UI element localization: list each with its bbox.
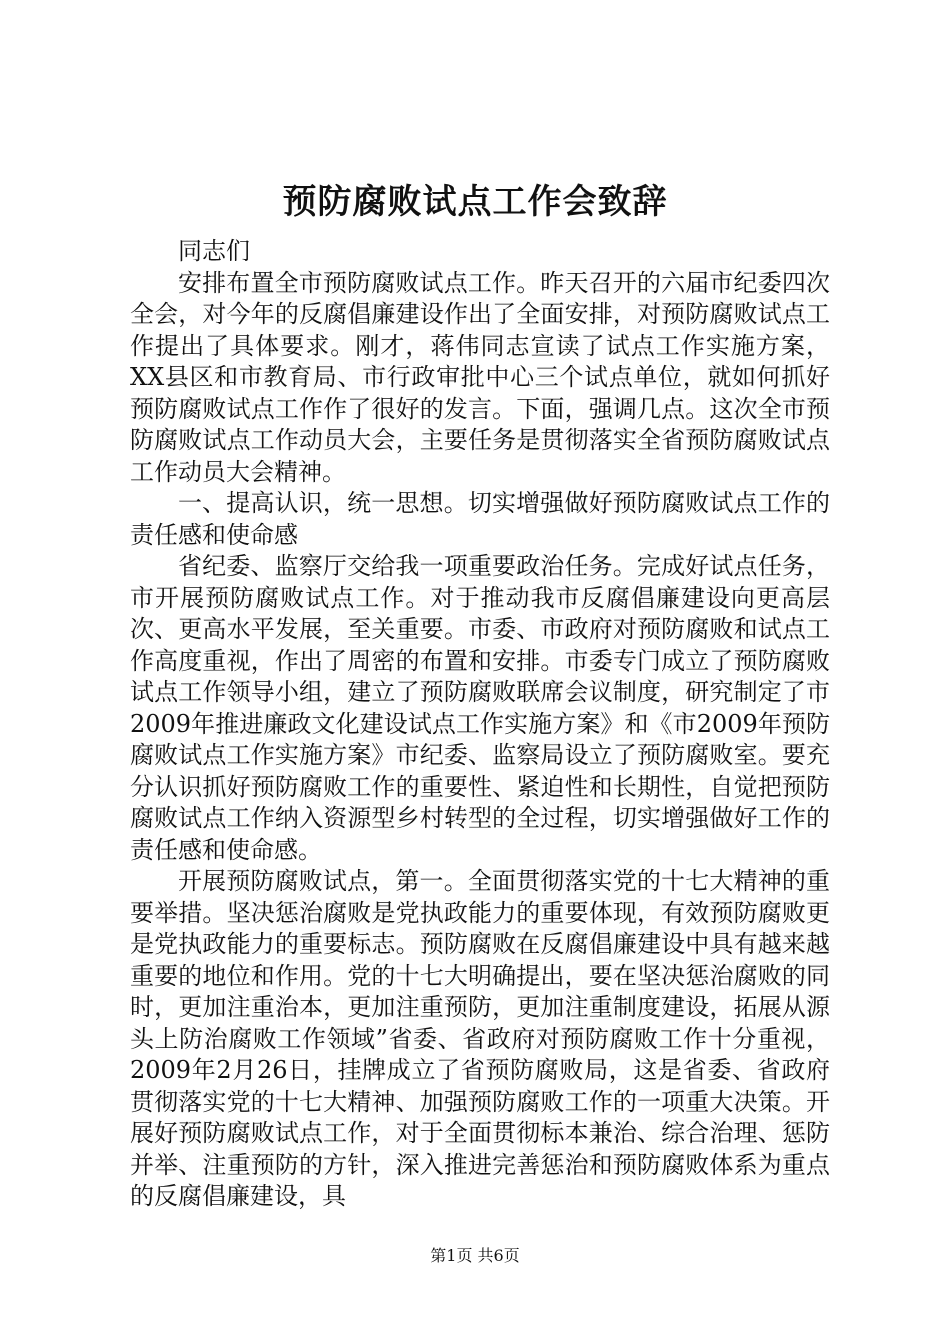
salutation-paragraph: 同志们 xyxy=(178,237,250,265)
section-heading-paragraph: 一、提高认识，统一思想。切实增强做好预防腐败试点工作的责任感和使命感 xyxy=(130,489,830,549)
body-paragraph: 省纪委、监察厅交给我一项重要政治任务。完成好试点任务，市开展预防腐败试点工作。对于推动我市反腐倡廉建设向更高层次、更高水平发展，至关重要。市委、市政府对预防腐败和试点工作高度重视，作出了周密的布置和安排。市委专门成立了预防腐败试点工作领导小组，建立了预防腐败联席会议制度，研究制定了市2009年推进廉政文化建设试点工作实施方案》和《市2009年预防腐败试点工作实施方案》市纪委、监察局设立了预防腐败室。要充分认识抓好预防腐败工作的重要性、紧迫性和长期性，自觉把预防腐败试点工作纳入资源型乡村转型的全过程，切实增强做好工作的责任感和使命感。 xyxy=(130,552,830,864)
document-title: 预防腐败试点工作会致辞 xyxy=(282,182,668,222)
body-paragraph: 安排布置全市预防腐败试点工作。昨天召开的六届市纪委四次全会，对今年的反腐倡廉建设作出了全面安排，对预防腐败试点工作提出了具体要求。刚才，蒋伟同志宣读了试点工作实施方案，XX县区和市教育局、市行政审批中心三个试点单位，就如何抓好预防腐败试点工作作了很好的发言。下面，强调几点。这次全市预防腐败试点工作动员大会，主要任务是贯彻落实全省预防腐败试点工作动员大会精神。 xyxy=(130,268,830,486)
document-body xyxy=(130,236,830,1213)
body-paragraph: 开展预防腐败试点，第一。全面贯彻落实党的十七大精神的重要举措。坚决惩治腐败是党执政能力的重要体现，有效预防腐败更是党执政能力的重要标志。预防腐败在反腐倡廉建设中具有越来越重要的地位和作用。党的十七大明确提出，要在坚决惩治腐败的同时，更加注重治本，更加注重预防，更加注重制度建设，拓展从源头上防治腐败工作领域”省委、省政府对预防腐败工作十分重视，2009年2月26日，挂牌成立了省预防腐败局，这是省委、省政府贯彻落实党的十七大精神、加强预防腐败工作的一项重大决策。开展好预防腐败试点工作，对于全面贯彻标本兼治、综合治理、惩防并举、注重预防的方针，深入推进完善惩治和预防腐败体系为重点的反腐倡廉建设，具 xyxy=(130,867,830,1210)
page-number-footer: 第1页 共6页 xyxy=(430,1246,520,1265)
